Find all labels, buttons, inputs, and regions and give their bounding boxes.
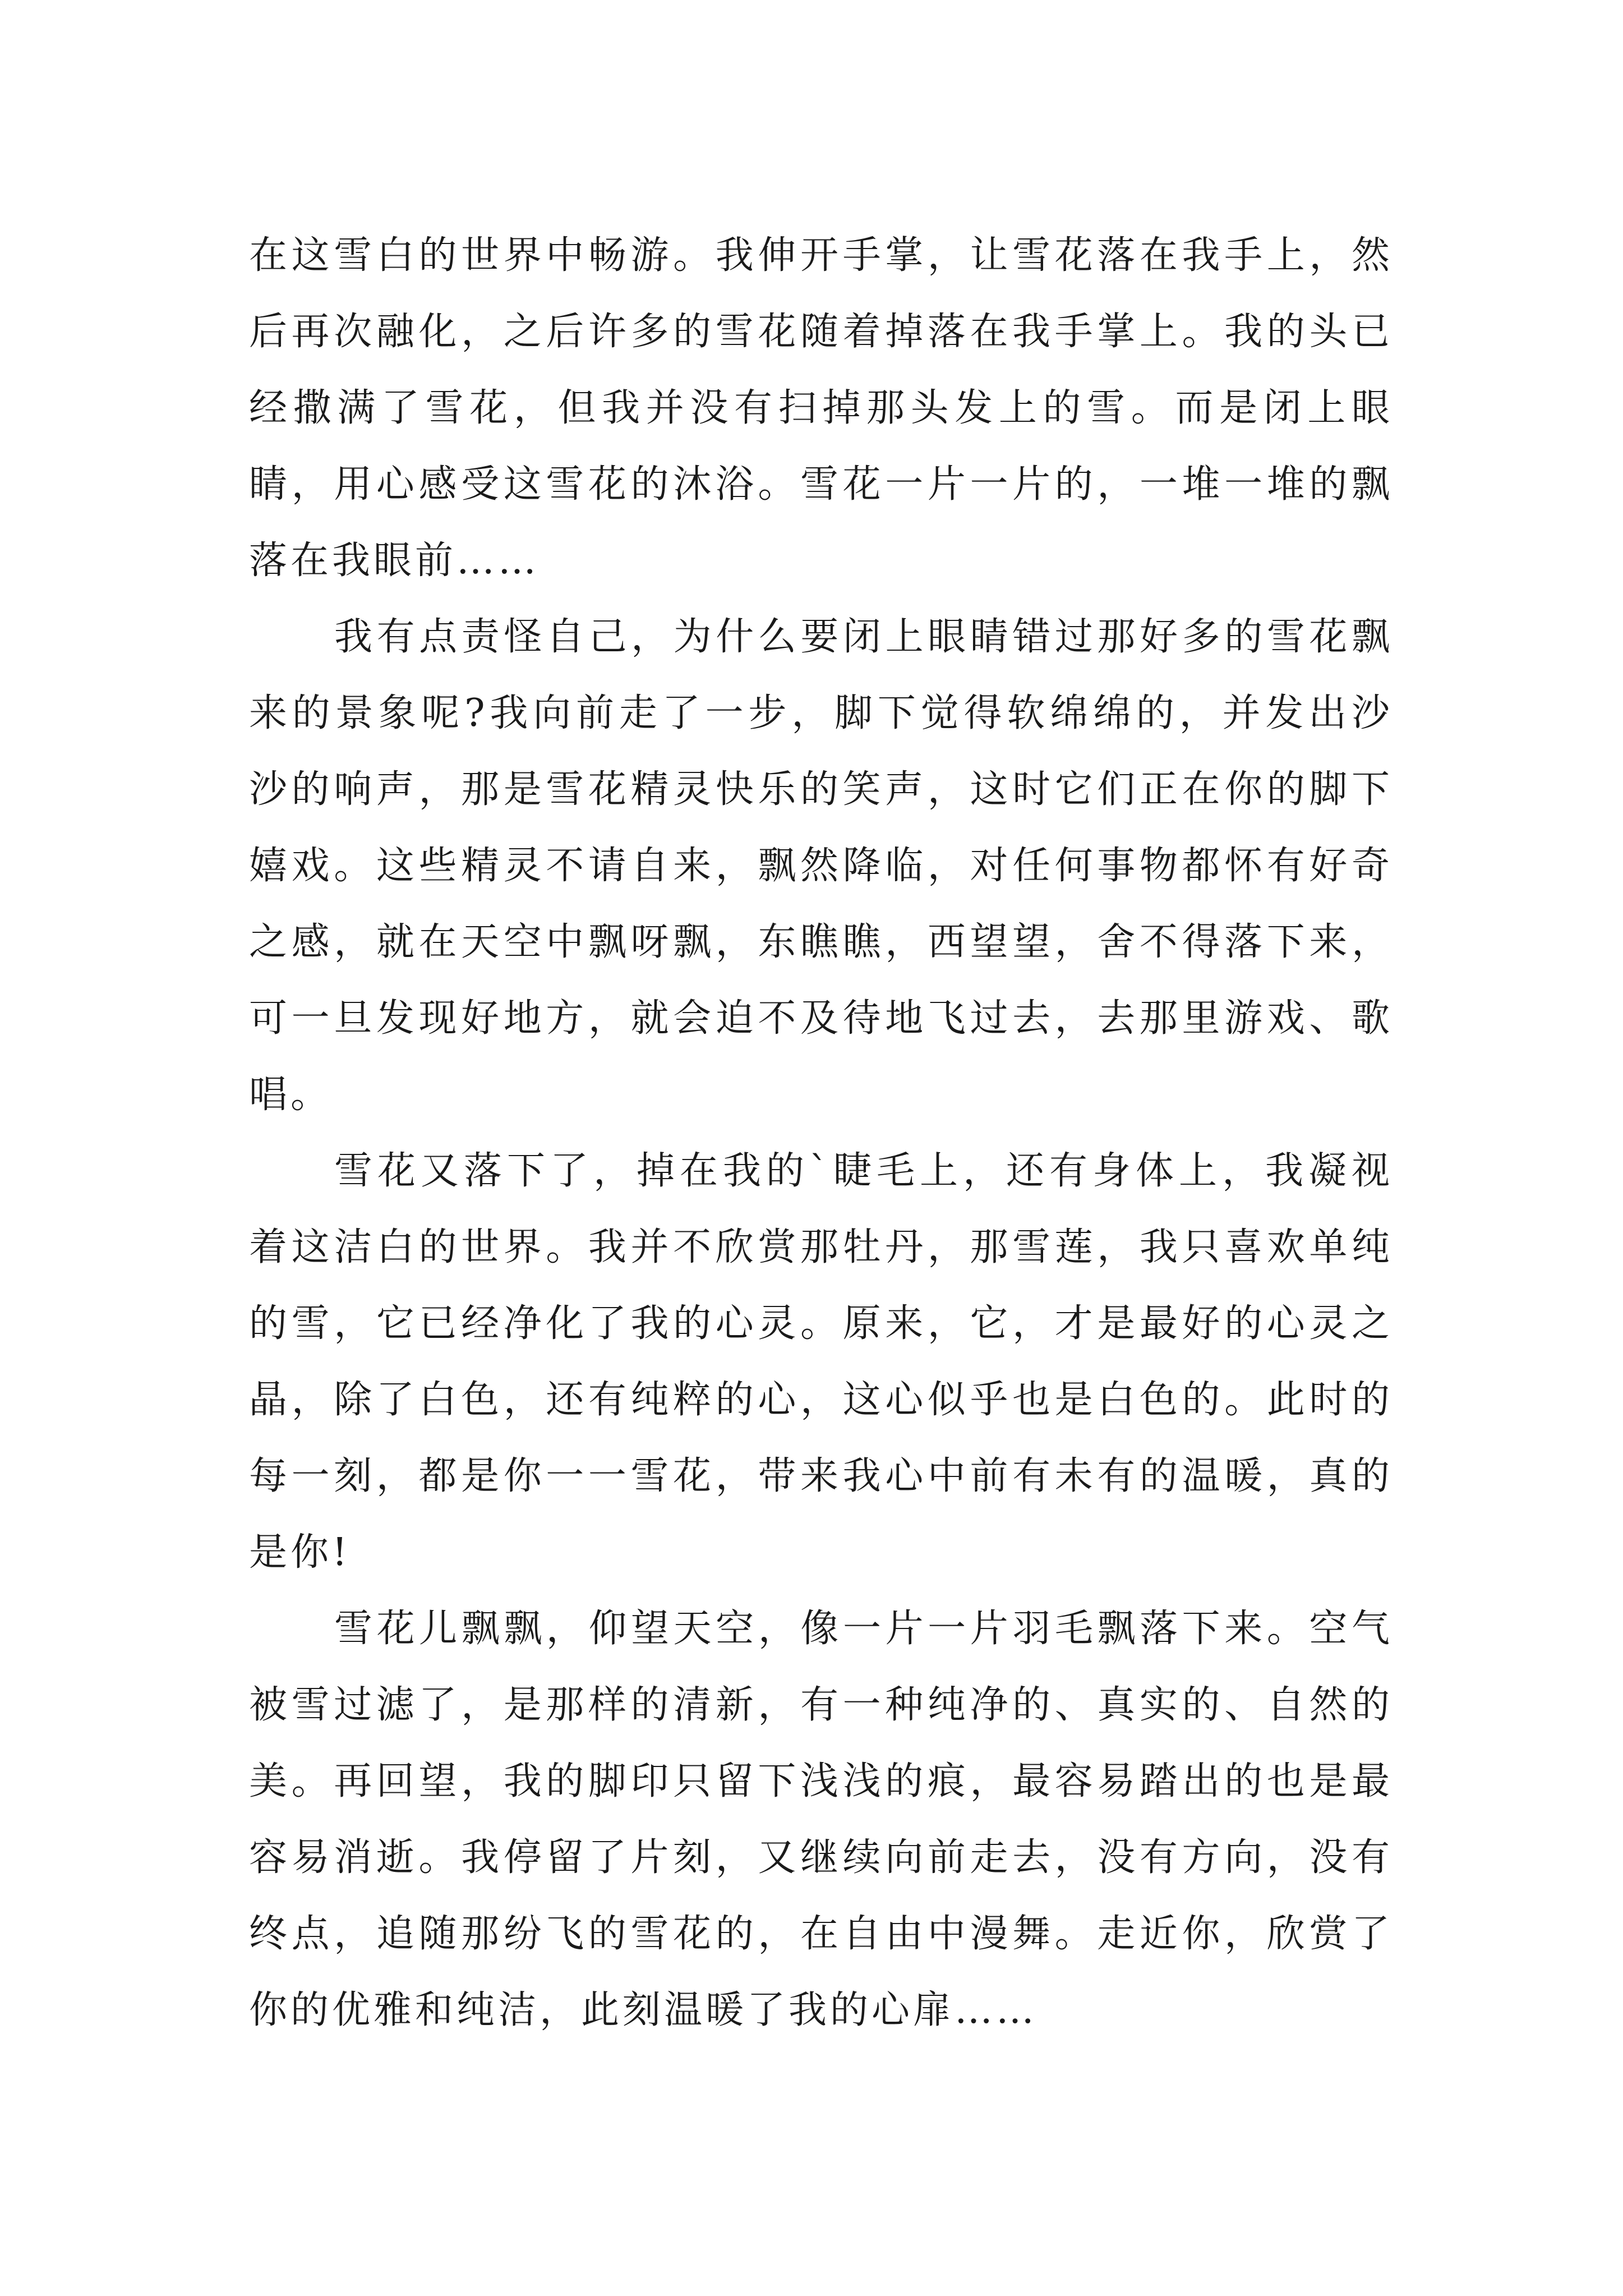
paragraph-1: 在这雪白的世界中畅游。我伸开手掌，让雪花落在我手上，然后再次融化，之后许多的雪花随着掉落在我手掌上。我的头已经撒满了雪花，但我并没有扫掉那头发上的雪。而是闭上眼睛，用心感受这雪花的沐浴。雪花一片一片的，一堆一堆的飘落在我眼前…… xyxy=(249,233,1393,583)
paragraph-4: 雪花儿飘飘，仰望天空，像一片一片羽毛飘落下来。空气被雪过滤了，是那样的清新，有一种纯净的、真实的、自然的美。再回望，我的脚印只留下浅浅的痕，最容易踏出的也是最容易消逝。我停留了片刻，又继续向前走去，没有方向，没有终点，追随那纷飞的雪花的，在自由中漫舞。走近你，欣赏了你的优雅和纯洁，此刻温暖了我的心扉…… xyxy=(249,1607,1393,2032)
paragraph-2: 我有点责怪自己，为什么要闭上眼睛错过那好多的雪花飘来的景象呢?我向前走了一步，脚下觉得软绵绵的，并发出沙沙的响声，那是雪花精灵快乐的笑声，这时它们正在你的脚下嬉戏。这些精灵不请自来，飘然降临，对任何事物都怀有好奇之感，就在天空中飘呀飘，东瞧瞧，西望望，舍不得落下来，可一旦发现好地方，就会迫不及待地飞过去，去那里游戏、歌唱。 xyxy=(249,615,1393,1117)
paragraph-3: 雪花又落下了，掉在我的`睫毛上，还有身体上，我凝视着这洁白的世界。我并不欣赏那牡丹，那雪莲，我只喜欢单纯的雪，它已经净化了我的心灵。原来，它，才是最好的心灵之晶，除了白色，还有纯粹的心，这心似乎也是白色的。此时的每一刻，都是你一一雪花，带来我心中前有未有的温暖，真的是你! xyxy=(249,1149,1393,1575)
document-body xyxy=(249,218,1393,2049)
